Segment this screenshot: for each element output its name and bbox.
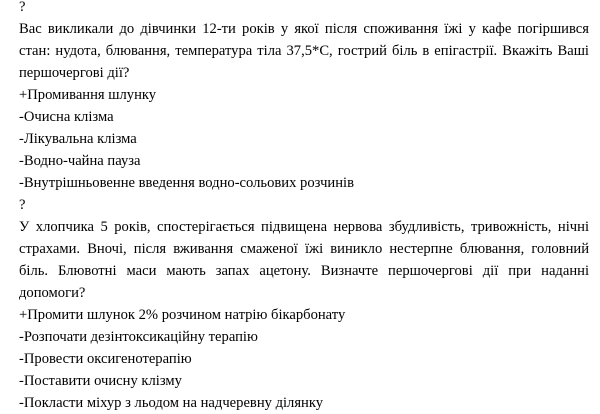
document-body	[19, 0, 589, 414]
answer-options	[19, 304, 589, 414]
question-marker: ?	[19, 197, 26, 213]
answer-option-correct: +Промити шлунок 2% розчином натрію бікарбонату	[19, 307, 346, 323]
answer-options	[19, 84, 589, 194]
answer-option: -Покласти міхур з льодом на надчеревну ділянку	[19, 395, 324, 411]
answer-option: -Поставити очисну клізму	[19, 373, 182, 389]
answer-option-correct: +Промивання шлунку	[19, 87, 157, 103]
answer-option: -Лікувальна клізма	[19, 131, 137, 147]
question-text: Вас викликали до дівчинки 12-ти років у якої після споживання їжі у кафе погіршився стан: нудота, блювання, температура тіла 37,5*С, гострий біль в епігастрії. Вкажіть Ваші першочергові дії?	[19, 21, 589, 81]
answer-option: -Внутрішньовенне введення водно-сольових розчинів	[19, 175, 354, 191]
answer-option: -Провести оксигенотерапію	[19, 351, 192, 367]
question-2	[19, 194, 589, 414]
answer-option: -Водно-чайна пауза	[19, 153, 141, 169]
question-marker: ?	[19, 0, 26, 15]
question-1	[19, 0, 589, 194]
question-text: У хлопчика 5 років, спостерігається підвищена нервова збудливість, тривожність, нічні страхами. Вночі, після вживання смаженої їжі виникло нестерпне блювання, головний біль. Блювотні маси мають запах ацетону. Визначте першочергові дії при наданні допомоги?	[19, 219, 589, 301]
answer-option: -Розпочати дезінтоксикаційну терапію	[19, 329, 258, 345]
answer-option: -Очисна клізма	[19, 109, 114, 125]
